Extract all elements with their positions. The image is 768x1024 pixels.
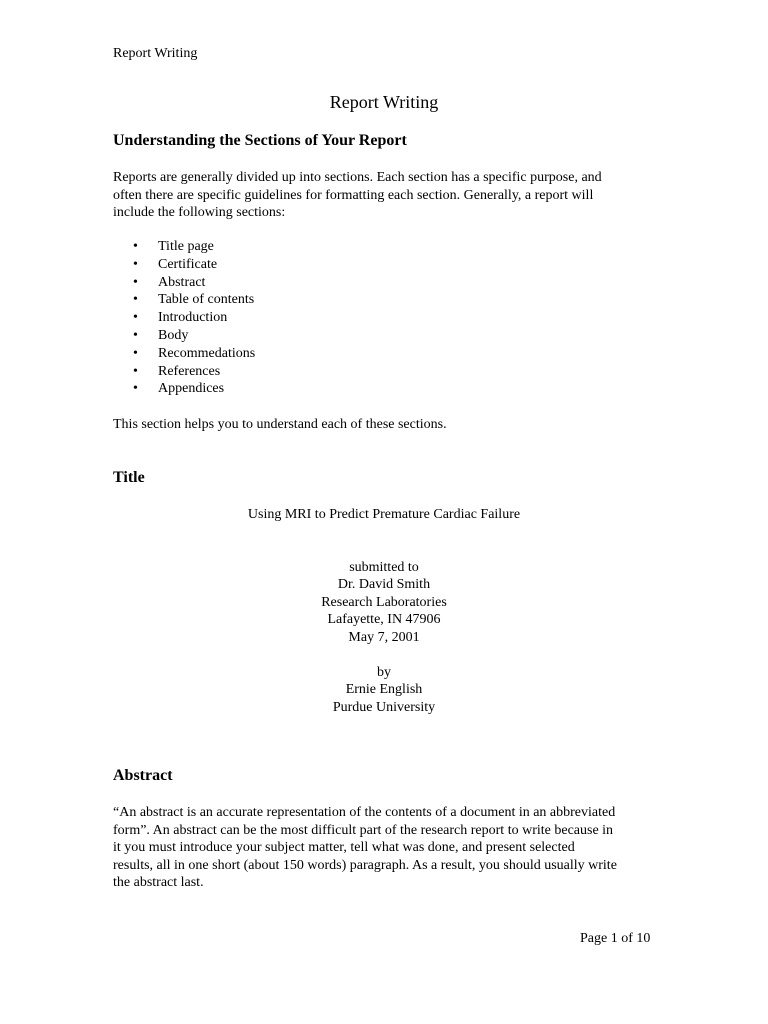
abstract-line: it you must introduce your subject matter, tell what was done, and present selected: [113, 840, 575, 855]
bullet-icon: •: [133, 310, 138, 326]
abstract-line: “An abstract is an accurate representation of the contents of a document in an abbreviated: [113, 805, 616, 820]
sample-title-page: [0, 506, 768, 716]
list-item: [113, 309, 255, 327]
list-item: [113, 274, 255, 292]
intro-line: include the following sections:: [113, 205, 286, 220]
bullet-icon: •: [133, 381, 138, 397]
section-heading-title: Title: [113, 469, 145, 486]
list-item-label: Body: [158, 327, 189, 343]
author-affiliation: Purdue University: [332, 699, 436, 715]
bullet-icon: •: [133, 256, 138, 272]
section-heading-abstract: Abstract: [113, 767, 173, 784]
list-item: [113, 327, 255, 345]
list-item: [113, 363, 255, 381]
author-name: Ernie English: [345, 682, 423, 697]
abstract-line: results, all in one short (about 150 words) paragraph. As a result, you should usually write: [113, 857, 617, 873]
list-item-label: Recommedations: [158, 345, 256, 361]
list-item-label: References: [158, 363, 221, 379]
sections-closing-text: This section helps you to understand each of these sections.: [113, 417, 447, 432]
running-header: Report Writing: [113, 46, 198, 61]
list-item-label: Table of contents: [158, 292, 255, 308]
list-item-label: Certificate: [158, 256, 218, 272]
abstract-line: the abstract last.: [113, 875, 204, 890]
bullet-icon: •: [133, 292, 138, 308]
recipient-organization: Research Laboratories: [321, 594, 447, 610]
bullet-icon: •: [133, 274, 138, 290]
intro-line: often there are specific guidelines for formatting each section. Generally, a report will: [113, 187, 594, 203]
section-heading-understanding: Understanding the Sections of Your Report: [113, 132, 407, 149]
list-item: [113, 238, 255, 256]
submission-date: May 7, 2001: [348, 629, 420, 645]
report-title: Using MRI to Predict Premature Cardiac Failure: [247, 507, 521, 522]
abstract-line: form”. An abstract can be the most difficult part of the research report to write because in: [113, 822, 614, 838]
recipient-name: Dr. David Smith: [337, 577, 431, 592]
by-label: by: [377, 664, 391, 680]
list-item-label: Introduction: [158, 310, 228, 326]
abstract-paragraph: [113, 804, 673, 892]
list-item: [113, 256, 255, 274]
sections-list: [113, 238, 255, 398]
bullet-icon: •: [133, 345, 138, 361]
bullet-icon: •: [133, 239, 138, 254]
list-item: [113, 380, 255, 398]
list-item: [113, 291, 255, 309]
bullet-icon: •: [133, 327, 138, 343]
intro-paragraph: [113, 169, 673, 222]
page-number: Page 1 of 10: [580, 931, 651, 946]
list-item-label: Title page: [158, 239, 214, 254]
list-item-label: Appendices: [158, 381, 225, 397]
submitted-to-label: submitted to: [349, 559, 419, 575]
bullet-icon: •: [133, 363, 138, 379]
recipient-location: Lafayette, IN 47906: [327, 612, 441, 627]
list-item: [113, 345, 255, 363]
document-title: Report Writing: [329, 92, 439, 112]
list-item-label: Abstract: [158, 274, 206, 290]
intro-line: Reports are generally divided up into sections. Each section has a specific purpose, and: [113, 170, 602, 185]
